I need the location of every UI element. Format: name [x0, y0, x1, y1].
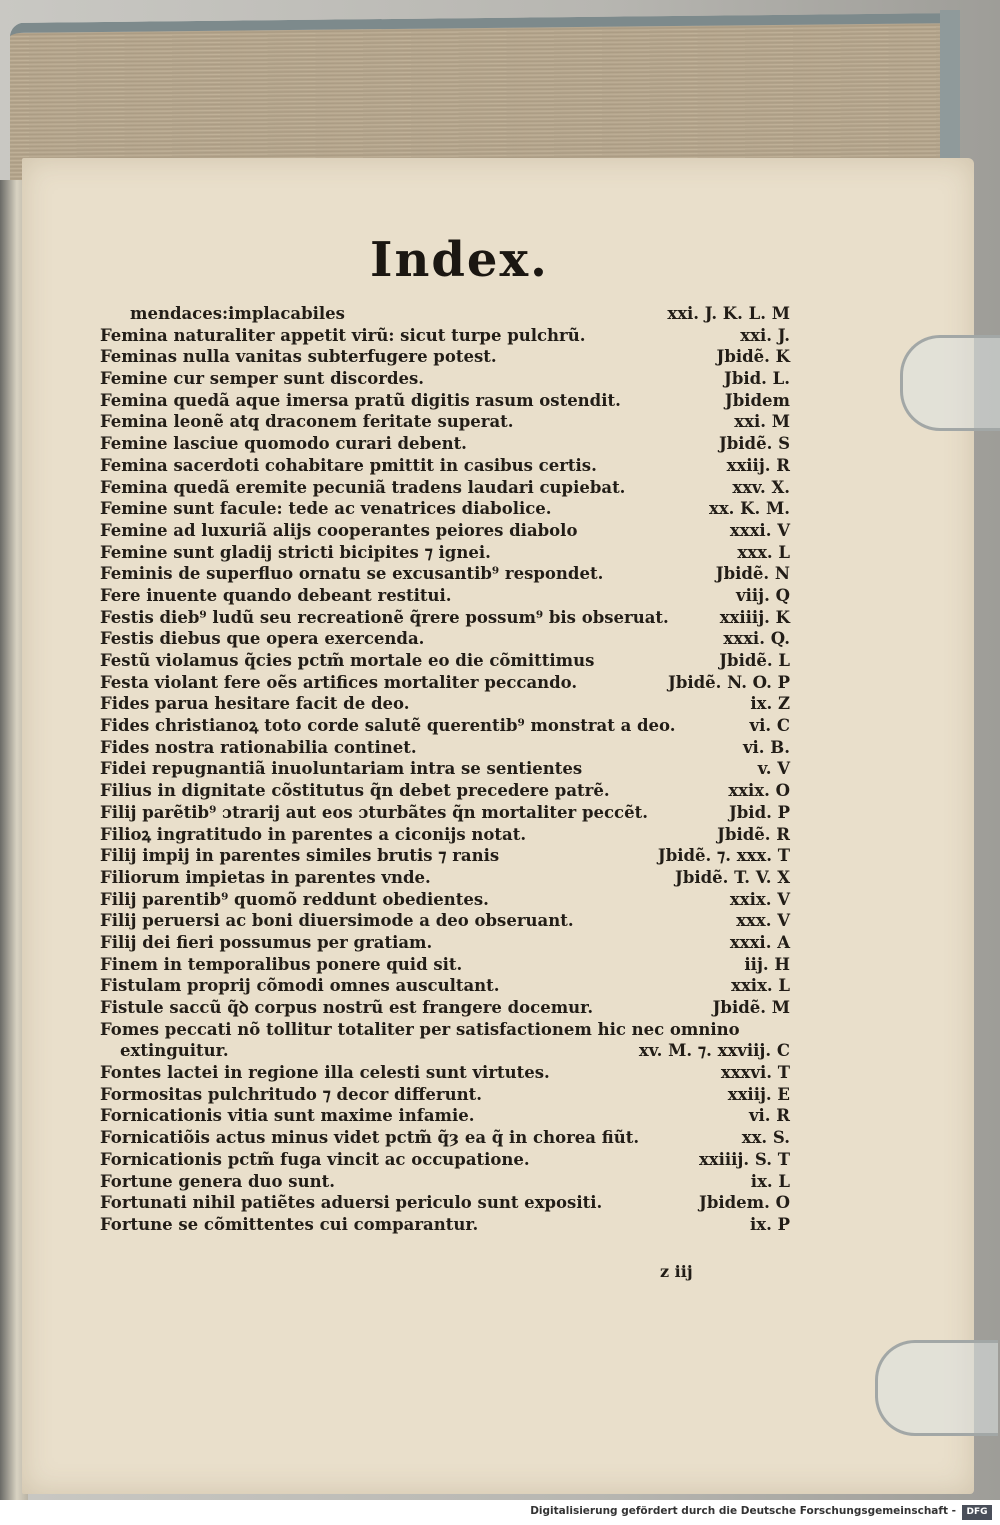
index-entry-text: Festis diebus que opera exercenda.	[100, 629, 425, 649]
index-entry-text: Filij impij in parentes similes brutis ⁊ ranis	[100, 846, 500, 866]
index-entry	[100, 542, 790, 564]
index-entry-text: Fomes peccati nõ tollitur totaliter per satisfactionem hic nec omnino	[100, 1019, 740, 1039]
index-entry-text: Filiorum impietas in parentes vnde.	[100, 867, 431, 887]
index-entry-reference: Jbidem. O	[699, 1193, 790, 1213]
index-entry-reference: Jbidẽ. N. O. P	[668, 672, 790, 692]
index-entry-reference: Jbidẽ. L	[719, 651, 790, 670]
index-entry	[100, 932, 790, 954]
index-entry-reference: vi. R	[748, 1106, 790, 1126]
index-entry-text: Femina quedã eremite pecuniã tradens laudari cupiebat.	[100, 477, 626, 497]
index-entry	[100, 325, 790, 347]
index-entry-reference: xxi. M	[734, 412, 790, 432]
index-entry	[100, 824, 790, 846]
index-entry-text: Femine cur semper sunt discordes.	[100, 369, 425, 389]
index-entry-text: Finem in temporalibus ponere quid sit.	[100, 954, 463, 974]
index-entry-text: Filij parentib⁹ quomõ reddunt obedientes.	[100, 889, 489, 909]
index-entry	[100, 628, 790, 650]
index-entry	[100, 498, 790, 520]
index-entry-reference: Jbid. L.	[724, 369, 790, 389]
index-entry-reference: Jbidẽ. M	[712, 998, 790, 1017]
index-entry-text: Femine ad luxuriã alijs cooperantes peiores diabolo	[100, 520, 578, 540]
index-entry	[100, 802, 790, 824]
index-entry-text: Femina sacerdoti cohabitare pmittit in casibus certis.	[100, 455, 597, 475]
index-entry-reference: ix. L	[750, 1171, 790, 1191]
index-entry-text: Feminas nulla vanitas subterfugere potest.	[100, 347, 497, 367]
index-entry-text: Festis dieb⁹ ludũ seu recreationẽ q̃rere possum⁹ bis obseruat.	[100, 607, 669, 627]
index-list	[100, 303, 790, 1236]
index-entry	[100, 303, 790, 325]
index-entry-text: Fontes lactei in regione illa celesti sunt virtutes.	[100, 1063, 550, 1083]
index-entry-text: Festa violant fere oẽs artifices mortaliter peccando.	[100, 672, 578, 692]
index-entry-reference: xxiiij. K	[719, 607, 790, 627]
index-entry	[100, 1192, 790, 1214]
index-entry-reference: xxxvi. T	[720, 1063, 790, 1083]
page-clip-top	[900, 335, 1000, 431]
footer-bar	[0, 1500, 1000, 1525]
index-entry-text: Femine sunt facule: tede ac venatrices diabolice.	[100, 499, 552, 519]
index-entry	[100, 997, 790, 1019]
index-entry-reference: iij. H	[744, 954, 790, 974]
index-entry	[100, 975, 790, 997]
index-entry	[100, 780, 790, 802]
index-entry-text: Fornicationis vitia sunt maxime infamie.	[100, 1106, 475, 1126]
index-entry-reference: xxx. L	[737, 542, 790, 562]
index-entry-reference: xxix. O	[728, 781, 790, 801]
index-entry	[100, 1127, 790, 1149]
index-entry-reference: Jbidẽ. T. V. X	[675, 867, 790, 887]
index-entry-reference: Jbidẽ. R	[717, 824, 790, 844]
index-entry-text: Fistule saccũ q̃ꝺ corpus nostrũ est frangere docemur.	[100, 998, 594, 1017]
index-entry-text: Femina quedã aque imersa pratũ digitis rasum ostendit.	[100, 390, 621, 410]
index-entry	[100, 1149, 790, 1171]
index-entry	[100, 477, 790, 499]
index-entry-reference: xxi. J. K. L. M	[667, 304, 790, 323]
index-entry-reference: xxx. V	[736, 911, 790, 931]
signature-mark: z iij	[660, 1262, 693, 1281]
index-entry-reference: xxix. V	[729, 889, 790, 909]
index-entry-reference: Jbid. P	[728, 802, 790, 822]
index-entry	[100, 433, 790, 455]
index-entry-text: Fornicatiõis actus minus videt pctm̃ q̃ȝ ea q̃ in chorea fiũt.	[100, 1128, 640, 1148]
index-entry-reference: ix. Z	[750, 694, 790, 714]
index-entry-reference: xv. M. ⁊. xxviij. C	[638, 1041, 790, 1061]
index-entry	[100, 889, 790, 911]
index-entry-text: Fere inuente quando debeant restitui.	[100, 585, 452, 605]
index-entry-text: Formositas pulchritudo ⁊ decor differunt.	[100, 1084, 482, 1104]
index-entry-reference: xxxi. V	[729, 520, 790, 540]
index-entry	[100, 1171, 790, 1193]
index-entry	[100, 693, 790, 715]
index-entry	[100, 737, 790, 759]
index-entry-reference: Jbidẽ. N	[715, 564, 790, 584]
index-entry	[100, 520, 790, 542]
index-entry-text: Fortune genera duo sunt.	[100, 1171, 335, 1191]
index-entry-reference: xxi. J.	[740, 325, 790, 345]
index-entry-text: Fides parua hesitare facit de deo.	[100, 694, 410, 714]
index-entry-text: Filij dei fieri possumus per gratiam.	[100, 932, 433, 952]
index-entry-reference: xxxi. Q.	[723, 629, 790, 649]
index-entry-text: Fortune se cõmittentes cui comparantur.	[100, 1214, 479, 1234]
index-entry-reference: xxiiij. S. T	[698, 1149, 790, 1169]
index-entry	[100, 585, 790, 607]
index-entry-reference: Jbidem	[724, 390, 790, 410]
index-entry-reference: xx. K. M.	[708, 499, 790, 519]
index-entry-text: Feminis de superfluo ornatu se excusantib⁹ respondet.	[100, 564, 604, 584]
index-entry-text: Filius in dignitate cõstitutus q̃n debet precedere patrẽ.	[100, 781, 610, 801]
index-entry	[100, 715, 790, 737]
index-entry-reference: xxiij. R	[726, 455, 790, 475]
index-entry-text: Fides christianoꝝ toto corde salutẽ querentib⁹ monstrat a deo.	[100, 716, 676, 736]
index-entry-text: Fides nostra rationabilia continet.	[100, 737, 417, 757]
index-entry-reference: xxix. L	[731, 976, 790, 996]
index-entry-text: extinguitur.	[120, 1041, 229, 1061]
index-entry	[100, 910, 790, 932]
index-entry	[100, 1040, 790, 1062]
index-entry	[100, 390, 790, 412]
index-entry	[100, 1019, 790, 1041]
index-entry-text: Fornicationis pctm̃ fuga vincit ac occupatione.	[100, 1149, 530, 1169]
funding-credit: Digitalisierung gefördert durch die Deutsche Forschungsgemeinschaft -	[530, 1505, 956, 1517]
index-entry	[100, 1105, 790, 1127]
index-entry	[100, 455, 790, 477]
index-entry-reference: Jbidẽ. ⁊. xxx. T	[657, 846, 790, 866]
index-entry-reference: xxv. X.	[732, 477, 790, 497]
index-entry-reference: Jbidẽ. S	[718, 434, 790, 454]
index-entry-reference: ix. P	[749, 1214, 790, 1234]
index-entry-reference: Jbidẽ. K	[716, 347, 790, 367]
index-entry-text: Femine sunt gladij stricti bicipites ⁊ ignei.	[100, 542, 491, 562]
index-entry	[100, 954, 790, 976]
index-entry	[100, 563, 790, 585]
index-entry	[100, 867, 790, 889]
index-entry-text: Filij parẽtib⁹ ɔtrarij aut eos ɔturbãtes q̃n mortaliter peccẽt.	[100, 802, 648, 822]
index-entry	[100, 845, 790, 867]
index-entry-reference: viij. Q	[736, 585, 790, 605]
index-entry	[100, 607, 790, 629]
index-entry	[100, 1214, 790, 1236]
index-entry-text: mendaces:implacabiles	[130, 304, 345, 323]
dfg-logo-icon: DFG	[962, 1505, 992, 1520]
index-entry-text: Fistulam proprij cõmodi omnes auscultant.	[100, 976, 500, 996]
index-entry	[100, 650, 790, 672]
index-entry-reference: xx. S.	[741, 1128, 790, 1148]
index-entry-text: Femine lasciue quomodo curari debent.	[100, 434, 467, 454]
index-entry-reference: xxiij. E	[727, 1084, 790, 1104]
index-entry-text: Femina leonẽ atq̧ draconem feritate superat.	[100, 412, 514, 432]
index-entry	[100, 368, 790, 390]
index-entry-text: Filij peruersi ac boni diuersimode a deo obseruant.	[100, 911, 574, 931]
index-entry	[100, 411, 790, 433]
page-title: Index.	[370, 232, 549, 288]
index-entry-reference: v. V	[757, 759, 790, 779]
index-entry-text: Filioꝝ ingratitudo in parentes a ciconijs notat.	[100, 824, 527, 844]
index-entry	[100, 1062, 790, 1084]
index-entry-text: Fortunati nihil patiẽtes aduersi periculo sunt expositi.	[100, 1193, 603, 1213]
index-entry	[100, 1084, 790, 1106]
index-entry-text: Fidei repugnantiã inuoluntariam intra se sentientes	[100, 759, 583, 779]
index-entry-reference: xxxi. A	[729, 932, 790, 952]
index-entry-reference: vi. C	[749, 716, 790, 736]
index-entry	[100, 346, 790, 368]
index-entry	[100, 758, 790, 780]
index-entry	[100, 672, 790, 694]
index-entry-reference: vi. B.	[742, 737, 790, 757]
index-entry-text: Festũ violamus q̃cies pctm̃ mortale eo die cõmittimus	[100, 651, 595, 670]
page-clip-bottom	[875, 1340, 998, 1436]
index-entry-text: Femina naturaliter appetit virũ: sicut turpe pulchrũ.	[100, 325, 586, 345]
